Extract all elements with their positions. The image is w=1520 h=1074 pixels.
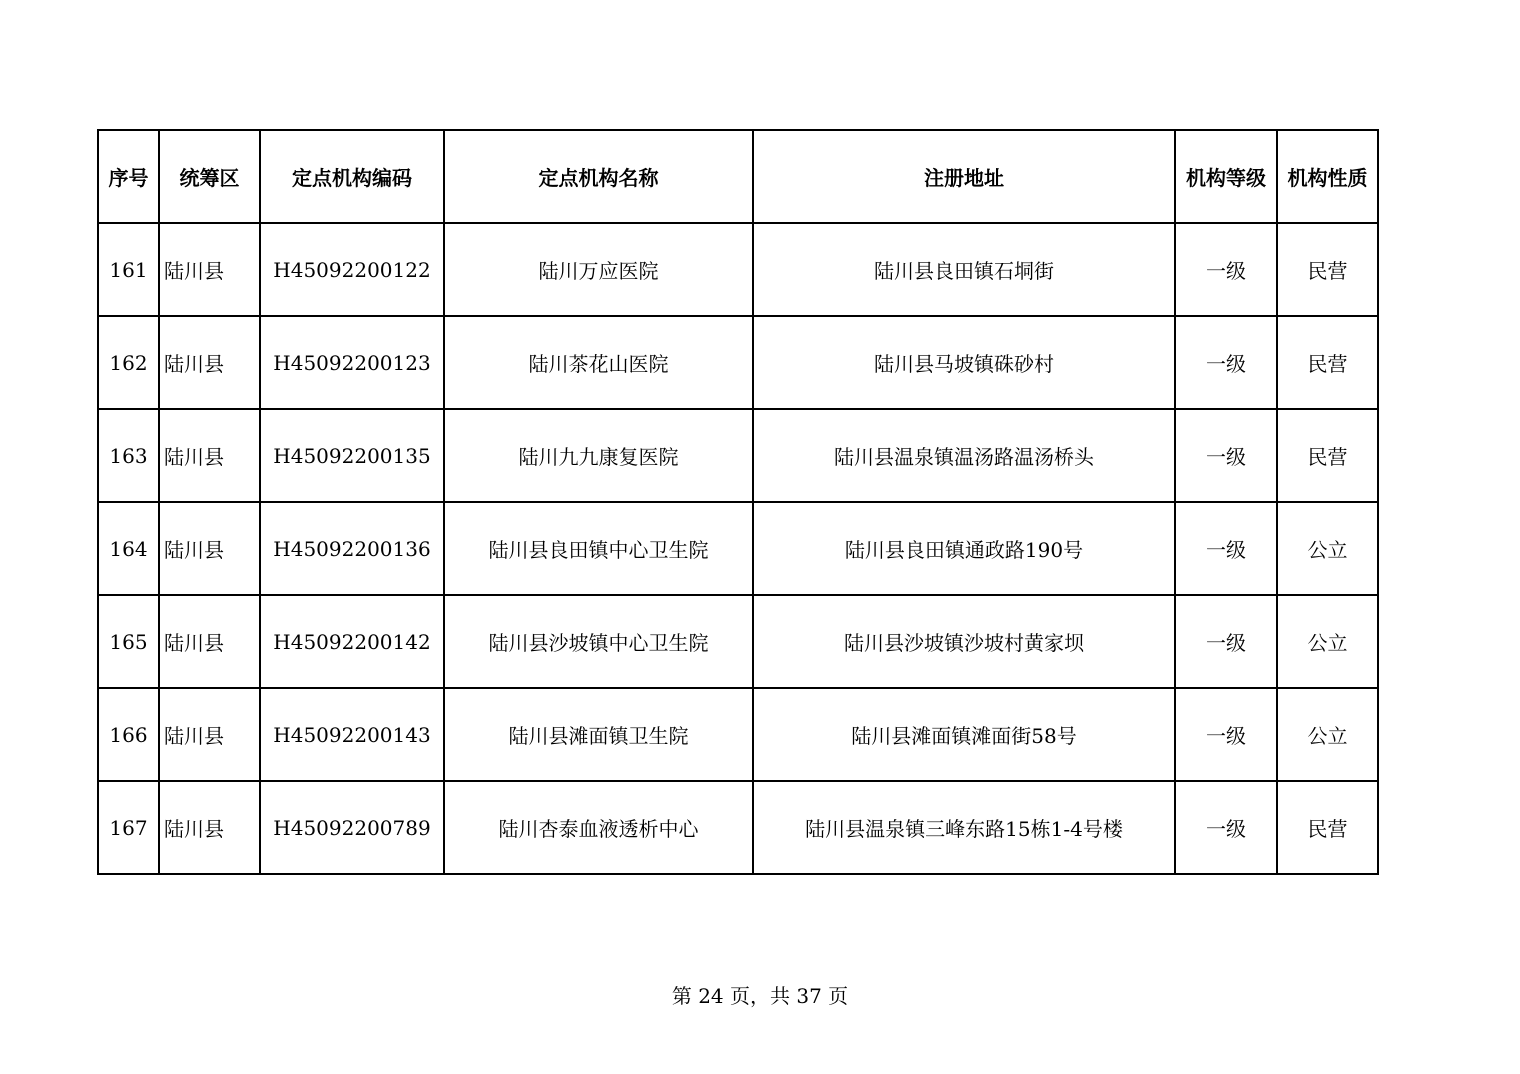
cell-institution-name: 陆川万应医院 (444, 223, 753, 316)
header-institution-level: 机构等级 (1175, 130, 1277, 223)
cell-registered-address: 陆川县温泉镇三峰东路15栋1-4号楼 (753, 781, 1175, 874)
table-row (98, 409, 1378, 502)
cell-coordination-area: 陆川县 (159, 688, 260, 781)
table-row (98, 223, 1378, 316)
cell-coordination-area: 陆川县 (159, 781, 260, 874)
header-serial-number: 序号 (98, 130, 159, 223)
page-footer (0, 980, 1520, 1009)
header-institution-name: 定点机构名称 (444, 130, 753, 223)
cell-institution-type: 民营 (1277, 781, 1378, 874)
header-coordination-area: 统筹区 (159, 130, 260, 223)
header-registered-address: 注册地址 (753, 130, 1175, 223)
cell-institution-level: 一级 (1175, 688, 1277, 781)
cell-institution-type: 公立 (1277, 688, 1378, 781)
cell-serial-number: 164 (98, 502, 159, 595)
page-label-middle: 页，共 (723, 984, 797, 1008)
header-institution-type: 机构性质 (1277, 130, 1378, 223)
cell-coordination-area: 陆川县 (159, 502, 260, 595)
cell-institution-level: 一级 (1175, 781, 1277, 874)
cell-serial-number: 165 (98, 595, 159, 688)
table-row (98, 781, 1378, 874)
cell-institution-type: 公立 (1277, 595, 1378, 688)
table-row (98, 595, 1378, 688)
table-row (98, 316, 1378, 409)
current-page-number: 24 (698, 984, 724, 1008)
cell-registered-address: 陆川县沙坡镇沙坡村黄家坝 (753, 595, 1175, 688)
cell-institution-type: 民营 (1277, 409, 1378, 502)
cell-institution-level: 一级 (1175, 409, 1277, 502)
cell-institution-code: H45092200135 (260, 409, 444, 502)
total-pages-number: 37 (796, 984, 822, 1008)
cell-serial-number: 161 (98, 223, 159, 316)
cell-serial-number: 163 (98, 409, 159, 502)
cell-institution-name: 陆川县沙坡镇中心卫生院 (444, 595, 753, 688)
cell-institution-code: H45092200136 (260, 502, 444, 595)
cell-institution-level: 一级 (1175, 502, 1277, 595)
table-row (98, 502, 1378, 595)
cell-institution-type: 民营 (1277, 223, 1378, 316)
cell-institution-code: H45092200142 (260, 595, 444, 688)
cell-serial-number: 162 (98, 316, 159, 409)
cell-institution-name: 陆川县良田镇中心卫生院 (444, 502, 753, 595)
cell-institution-name: 陆川茶花山医院 (444, 316, 753, 409)
cell-serial-number: 167 (98, 781, 159, 874)
cell-institution-type: 公立 (1277, 502, 1378, 595)
cell-institution-code: H45092200143 (260, 688, 444, 781)
cell-institution-name: 陆川杏泰血液透析中心 (444, 781, 753, 874)
header-institution-code: 定点机构编码 (260, 130, 444, 223)
cell-institution-type: 民营 (1277, 316, 1378, 409)
cell-institution-code: H45092200789 (260, 781, 444, 874)
cell-institution-level: 一级 (1175, 316, 1277, 409)
cell-institution-level: 一级 (1175, 595, 1277, 688)
cell-coordination-area: 陆川县 (159, 316, 260, 409)
institution-table (97, 129, 1379, 875)
cell-coordination-area: 陆川县 (159, 595, 260, 688)
page-label-suffix: 页 (821, 984, 849, 1008)
cell-institution-code: H45092200123 (260, 316, 444, 409)
cell-institution-code: H45092200122 (260, 223, 444, 316)
cell-registered-address: 陆川县马坡镇硃砂村 (753, 316, 1175, 409)
cell-registered-address: 陆川县良田镇石垌街 (753, 223, 1175, 316)
cell-registered-address: 陆川县温泉镇温汤路温汤桥头 (753, 409, 1175, 502)
table-row (98, 688, 1378, 781)
cell-institution-name: 陆川县滩面镇卫生院 (444, 688, 753, 781)
table-header-row (98, 130, 1378, 223)
cell-coordination-area: 陆川县 (159, 409, 260, 502)
cell-serial-number: 166 (98, 688, 159, 781)
cell-institution-level: 一级 (1175, 223, 1277, 316)
cell-registered-address: 陆川县良田镇通政路190号 (753, 502, 1175, 595)
cell-registered-address: 陆川县滩面镇滩面街58号 (753, 688, 1175, 781)
cell-institution-name: 陆川九九康复医院 (444, 409, 753, 502)
page-label-prefix: 第 (671, 984, 699, 1008)
cell-coordination-area: 陆川县 (159, 223, 260, 316)
